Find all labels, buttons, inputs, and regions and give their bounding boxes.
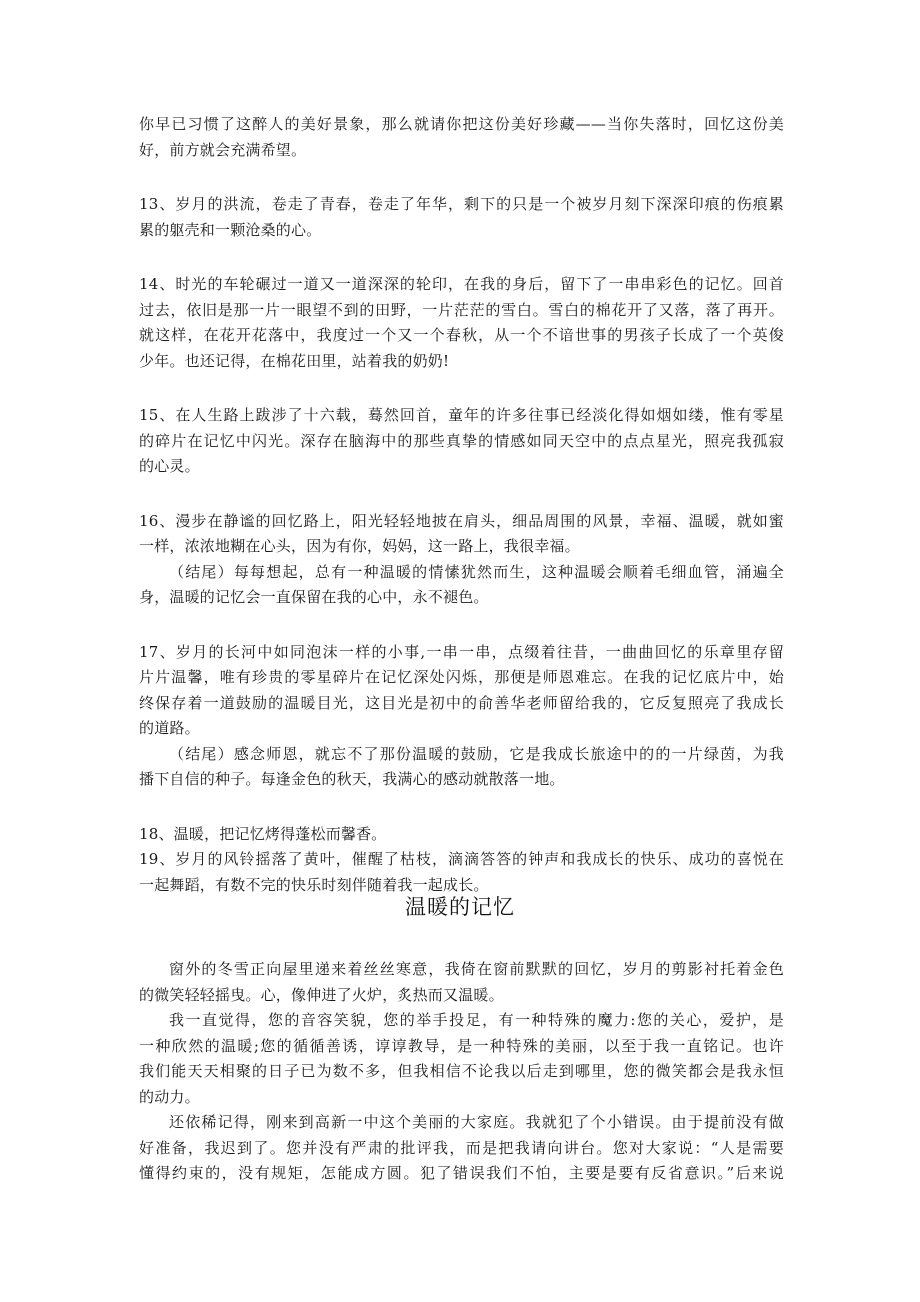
text-line: 的心灵。 [139,457,200,475]
item-14-paragraph [139,272,784,374]
text-line: 终保存着一道鼓励的温暖目光，这目光是初中的俞善华老师留给我的，它反复照亮了我成长 [139,693,784,712]
text-line: 的微笑轻轻摇曳。心，像伸进了火炉，炙热而又温暖。 [139,985,504,1004]
text-line: 17、岁月的长河中如同泡沫一样的小事,一串一串，点缀着往昔，一曲曲回忆的乐章里存留 [139,642,784,661]
item-13-paragraph [139,192,784,243]
text-line: 窗外的冬雪正向屋里递来着丝丝寒意，我倚在窗前默默的回忆，岁月的剪影衬托着金色 [169,960,784,978]
text-line: 15、在人生路上跋涉了十六载，蓦然回首，童年的许多往事已经淡化得如烟如缕，惟有零星 [139,406,784,424]
text-line: 我一直觉得，您的音容笑貌，您的举手投足，有一种特殊的魔力:您的关心，爱护，是 [169,1011,784,1029]
item-16-paragraph [139,509,784,611]
text-line: 的道路。 [139,719,200,737]
text-line: 13、岁月的洪流，卷走了青春，卷走了年华，剩下的只是一个被岁月刻下深深印痕的伤痕累 [139,195,784,213]
text-line: 还依稀记得，刚来到高新一中这个美丽的大家庭。我就犯了个小错误。由于提前没有做 [169,1113,784,1131]
essay-paragraph-3 [139,1110,784,1187]
item-19-paragraph [139,847,784,898]
text-line: 你早已习惯了这醉人的美好景象，那么就请你把这份美好珍藏——当你失落时，回忆这份美 [139,115,784,133]
text-line: （结尾）每每想起，总有一种温暖的情愫犹然而生，这种温暖会顺着毛细血管，涌遍全 [169,562,784,581]
text-line: 19、岁月的风铃摇落了黄叶，催醒了枯枝，滴滴答答的钟声和我成长的快乐、成功的喜悦在 [139,850,784,868]
intro-paragraph [139,112,784,163]
item-18-paragraph [139,822,784,848]
text-line: 片片温馨，唯有珍贵的零星碎片在记忆深处闪烁，那便是师恩难忘。在我的记忆底片中，始 [139,668,784,686]
text-line: 一起舞蹈，有数不完的快乐时刻伴随着我一起成长。 [139,875,489,894]
text-line: 好，前方就会充满希望。 [139,140,307,159]
essay-body [139,957,784,1187]
text-line: 好准备，我迟到了。您并没有严肃的批评我，而是把我请向讲台。您对大家说：“人是需要 [139,1138,784,1157]
text-line: 身，温暖的记忆会一直保留在我的心中，永不褪色。 [139,588,489,606]
text-line: 14、时光的车轮碾过一道又一道深深的轮印，在我的身后，留下了一串串彩色的记忆。回首 [139,275,784,293]
text-line: 我们能天天相聚的日子已为数不多，但我相信不论我以后走到哪里，您的微笑都会是我永恒 [139,1062,784,1080]
essay-paragraph-2 [139,1008,784,1110]
text-line: 就这样，在花开花落中，我度过一个又一个春秋，从一个不谙世事的男孩子长成了一个英俊 [139,326,784,344]
text-line: （结尾）感念师恩，就忘不了那份温暖的鼓励，它是我成长旅途中的的一片绿茵，为我 [169,744,784,763]
text-line: 过去，依旧是那一片一眼望不到的田野，一片茫茫的雪白。雪白的棉花开了又落，落了再开。 [139,300,784,319]
item-17-paragraph [139,640,784,793]
text-line: 累的躯壳和一颗沧桑的心。 [139,220,322,239]
text-line: 少年。也还记得，在棉花田里，站着我的奶奶! [139,351,450,370]
essay-paragraph-1 [139,957,784,1008]
text-line: 的碎片在记忆中闪光。深存在脑海中的那些真挚的情感如同天空中的点点星光，照亮我孤寂 [139,431,784,450]
text-line: 的动力。 [139,1087,200,1106]
text-line: 18、温暖，把记忆烤得蓬松而馨香。 [139,824,387,843]
essay-title: 温暖的记忆 [405,895,515,919]
text-line: 一种欣然的温暖;您的循循善诱，谆谆教导，是一种特殊的美丽，以至于我一直铭记。也许 [139,1036,784,1055]
text-line: 播下自信的种子。每逢金色的秋天，我满心的感动就散落一地。 [139,770,565,788]
text-line: 一样，浓浓地糊在心头，因为有你，妈妈，这一路上，我很幸福。 [139,537,580,555]
item-15-paragraph [139,403,784,480]
text-line: 懂得约束的，没有规矩，怎能成方圆。犯了错误我们不怕，主要是要有反省意识。”后来说 [139,1164,784,1182]
text-line: 16、漫步在静谧的回忆路上，阳光轻轻地披在肩头，细品周围的风景，幸福、温暖，就如蜜 [139,511,784,530]
top-section [139,112,784,898]
